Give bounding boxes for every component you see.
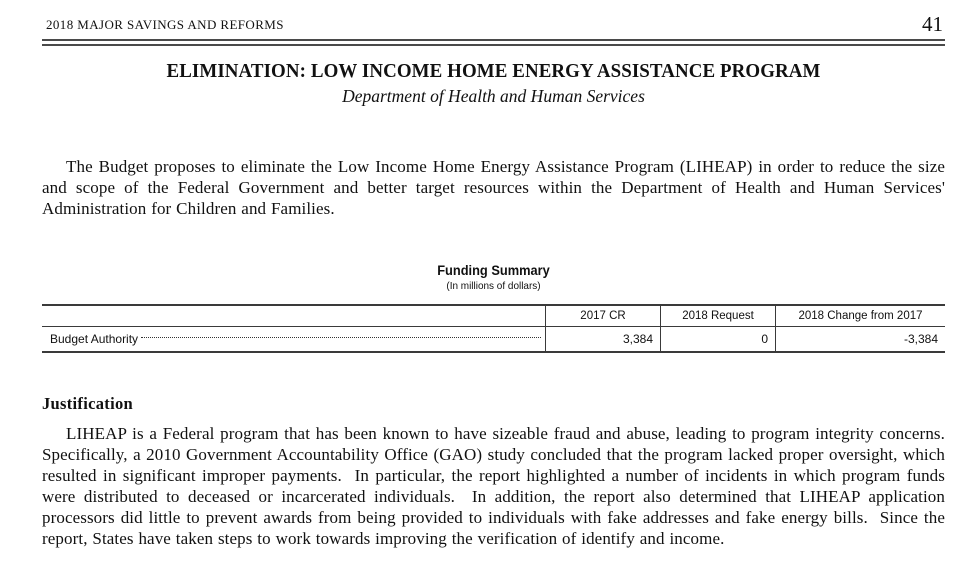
table-header-2018-change: 2018 Change from 2017 xyxy=(775,306,945,326)
funding-summary-title: Funding Summary xyxy=(437,263,550,278)
row-label: Budget Authority xyxy=(50,332,139,346)
value-2018-request: 0 xyxy=(660,327,775,351)
dot-leader xyxy=(141,337,541,338)
page-number: 41 xyxy=(922,12,943,36)
table-header-empty xyxy=(42,306,545,326)
table-row xyxy=(42,327,945,351)
header-rule xyxy=(42,39,945,46)
value-2017-cr: 3,384 xyxy=(545,327,660,351)
funding-summary-heading xyxy=(42,263,945,292)
document-subtitle: Department of Health and Human Services xyxy=(342,86,645,106)
table-header-row xyxy=(42,306,945,327)
funding-summary-subtitle: (In millions of dollars) xyxy=(446,280,541,292)
value-2018-change: -3,384 xyxy=(775,327,945,351)
intro-paragraph: The Budget proposes to eliminate the Low Income Home Energy Assistance Program (LIHEAP) in order to reduce the size and scope of the Federal Government and better target resources within the Department of Health and Human Services' Administration for Children and Families. xyxy=(42,157,950,218)
table-header-2018-request: 2018 Request xyxy=(660,306,775,326)
funding-summary-table xyxy=(42,304,945,353)
table-header-2017-cr: 2017 CR xyxy=(545,306,660,326)
justification-heading: Justification xyxy=(42,394,133,413)
document-title: ELIMINATION: LOW INCOME HOME ENERGY ASSISTANCE PROGRAM xyxy=(166,61,821,82)
page-header xyxy=(42,14,945,35)
running-title: 2018 MAJOR SAVINGS AND REFORMS xyxy=(46,17,284,32)
title-block xyxy=(42,61,945,107)
row-label-cell xyxy=(42,327,545,351)
justification-paragraph: LIHEAP is a Federal program that has been known to have sizeable fraud and abuse, leading to program integrity concerns. Specifically, a 2010 Government Accountability Office (GAO) study concluded that the program lacked proper oversight, which resulted in significant improper payments. In particular, the report highlighted a number of incidents in which program funds were distributed to deceased or incarcerated individuals. In addition, the report also determined that LIHEAP application processors did little to prevent awards from being provided to individuals with fake addresses and fake energy bills. Since the report, States have taken steps to work towards improving the verification of identify and income. xyxy=(42,424,955,548)
